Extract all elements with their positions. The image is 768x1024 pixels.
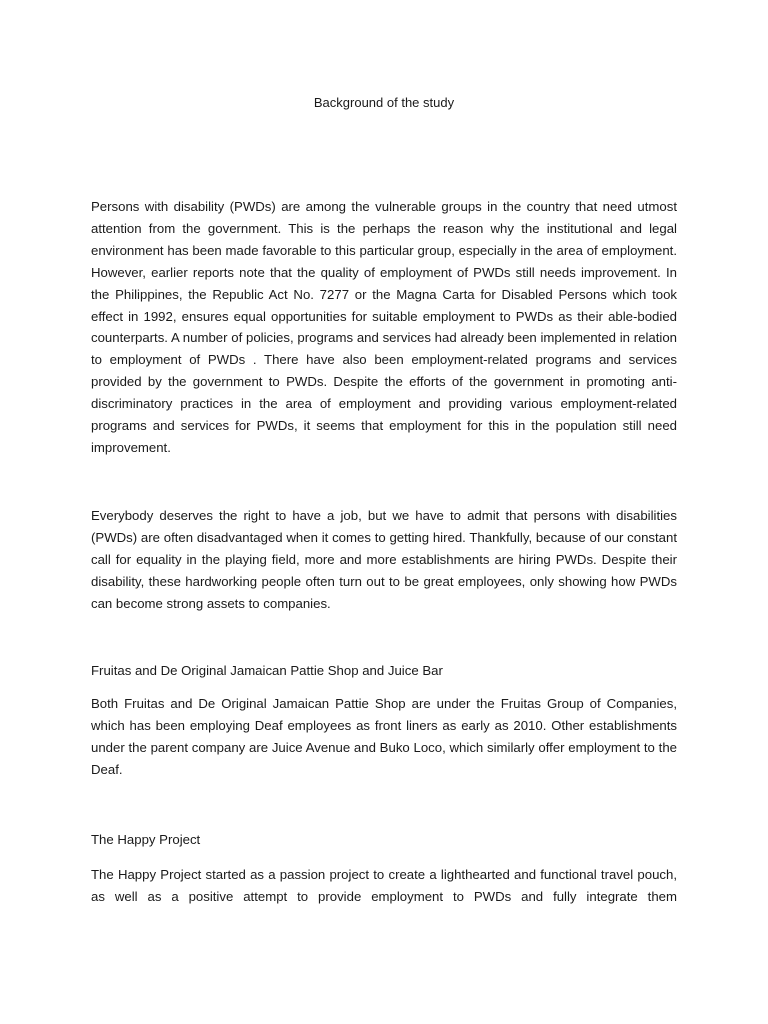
section-heading-happy-project: The Happy Project (91, 832, 201, 847)
section-body-fruitas: Both Fruitas and De Original Jamaican Pattie Shop are under the Fruitas Group of Companies, which has been employing Deaf employees as front liners as early as 2010. Other establishments under the parent company are Juice Avenue and Buko Loco, which similarly offer employment to the Deaf. (91, 696, 677, 777)
right-to-job-paragraph: Everybody deserves the right to have a job, but we have to admit that persons with disabilities (PWDs) are often disadvantaged when it comes to getting hired. Thankfully, because of our constant call for equality in the playing field, more and more establishments are hiring PWDs. Despite their disability, these hardworking people often turn out to be great employees, only showing how PWDs can become strong assets to companies. (91, 508, 677, 611)
intro-paragraph: Persons with disability (PWDs) are among the vulnerable groups in the country that need utmost attention from the government. This is the perhaps the reason why the institutional and legal environment has been made favorable to this particular group, especially in the area of employment. However, earlier reports note that the quality of employment of PWDs still needs improvement. In the Philippines, the Republic Act No. 7277 or the Magna Carta for Disabled Persons which took effect in 1992, ensures equal opportunities for suitable employment to PWDs as their able-bodied counterparts. A number of policies, programs and services had already been implemented in relation to employment of PWDs . There have also been employment-related programs and services provided by the government to PWDs. Despite the efforts of the government in promoting anti-discriminatory practices in the area of employment and providing various employment-related programs and services for PWDs, it seems that employment for this in the population still need improvement. (91, 199, 677, 455)
document-title: Background of the study (313, 95, 455, 110)
section-heading-fruitas: Fruitas and De Original Jamaican Pattie Shop and Juice Bar (91, 663, 443, 678)
section-body-happy-project: The Happy Project started as a passion project to create a lighthearted and functional travel pouch, as well as a positive attempt to provide employment to PWDs and fully integrate them (91, 867, 677, 904)
